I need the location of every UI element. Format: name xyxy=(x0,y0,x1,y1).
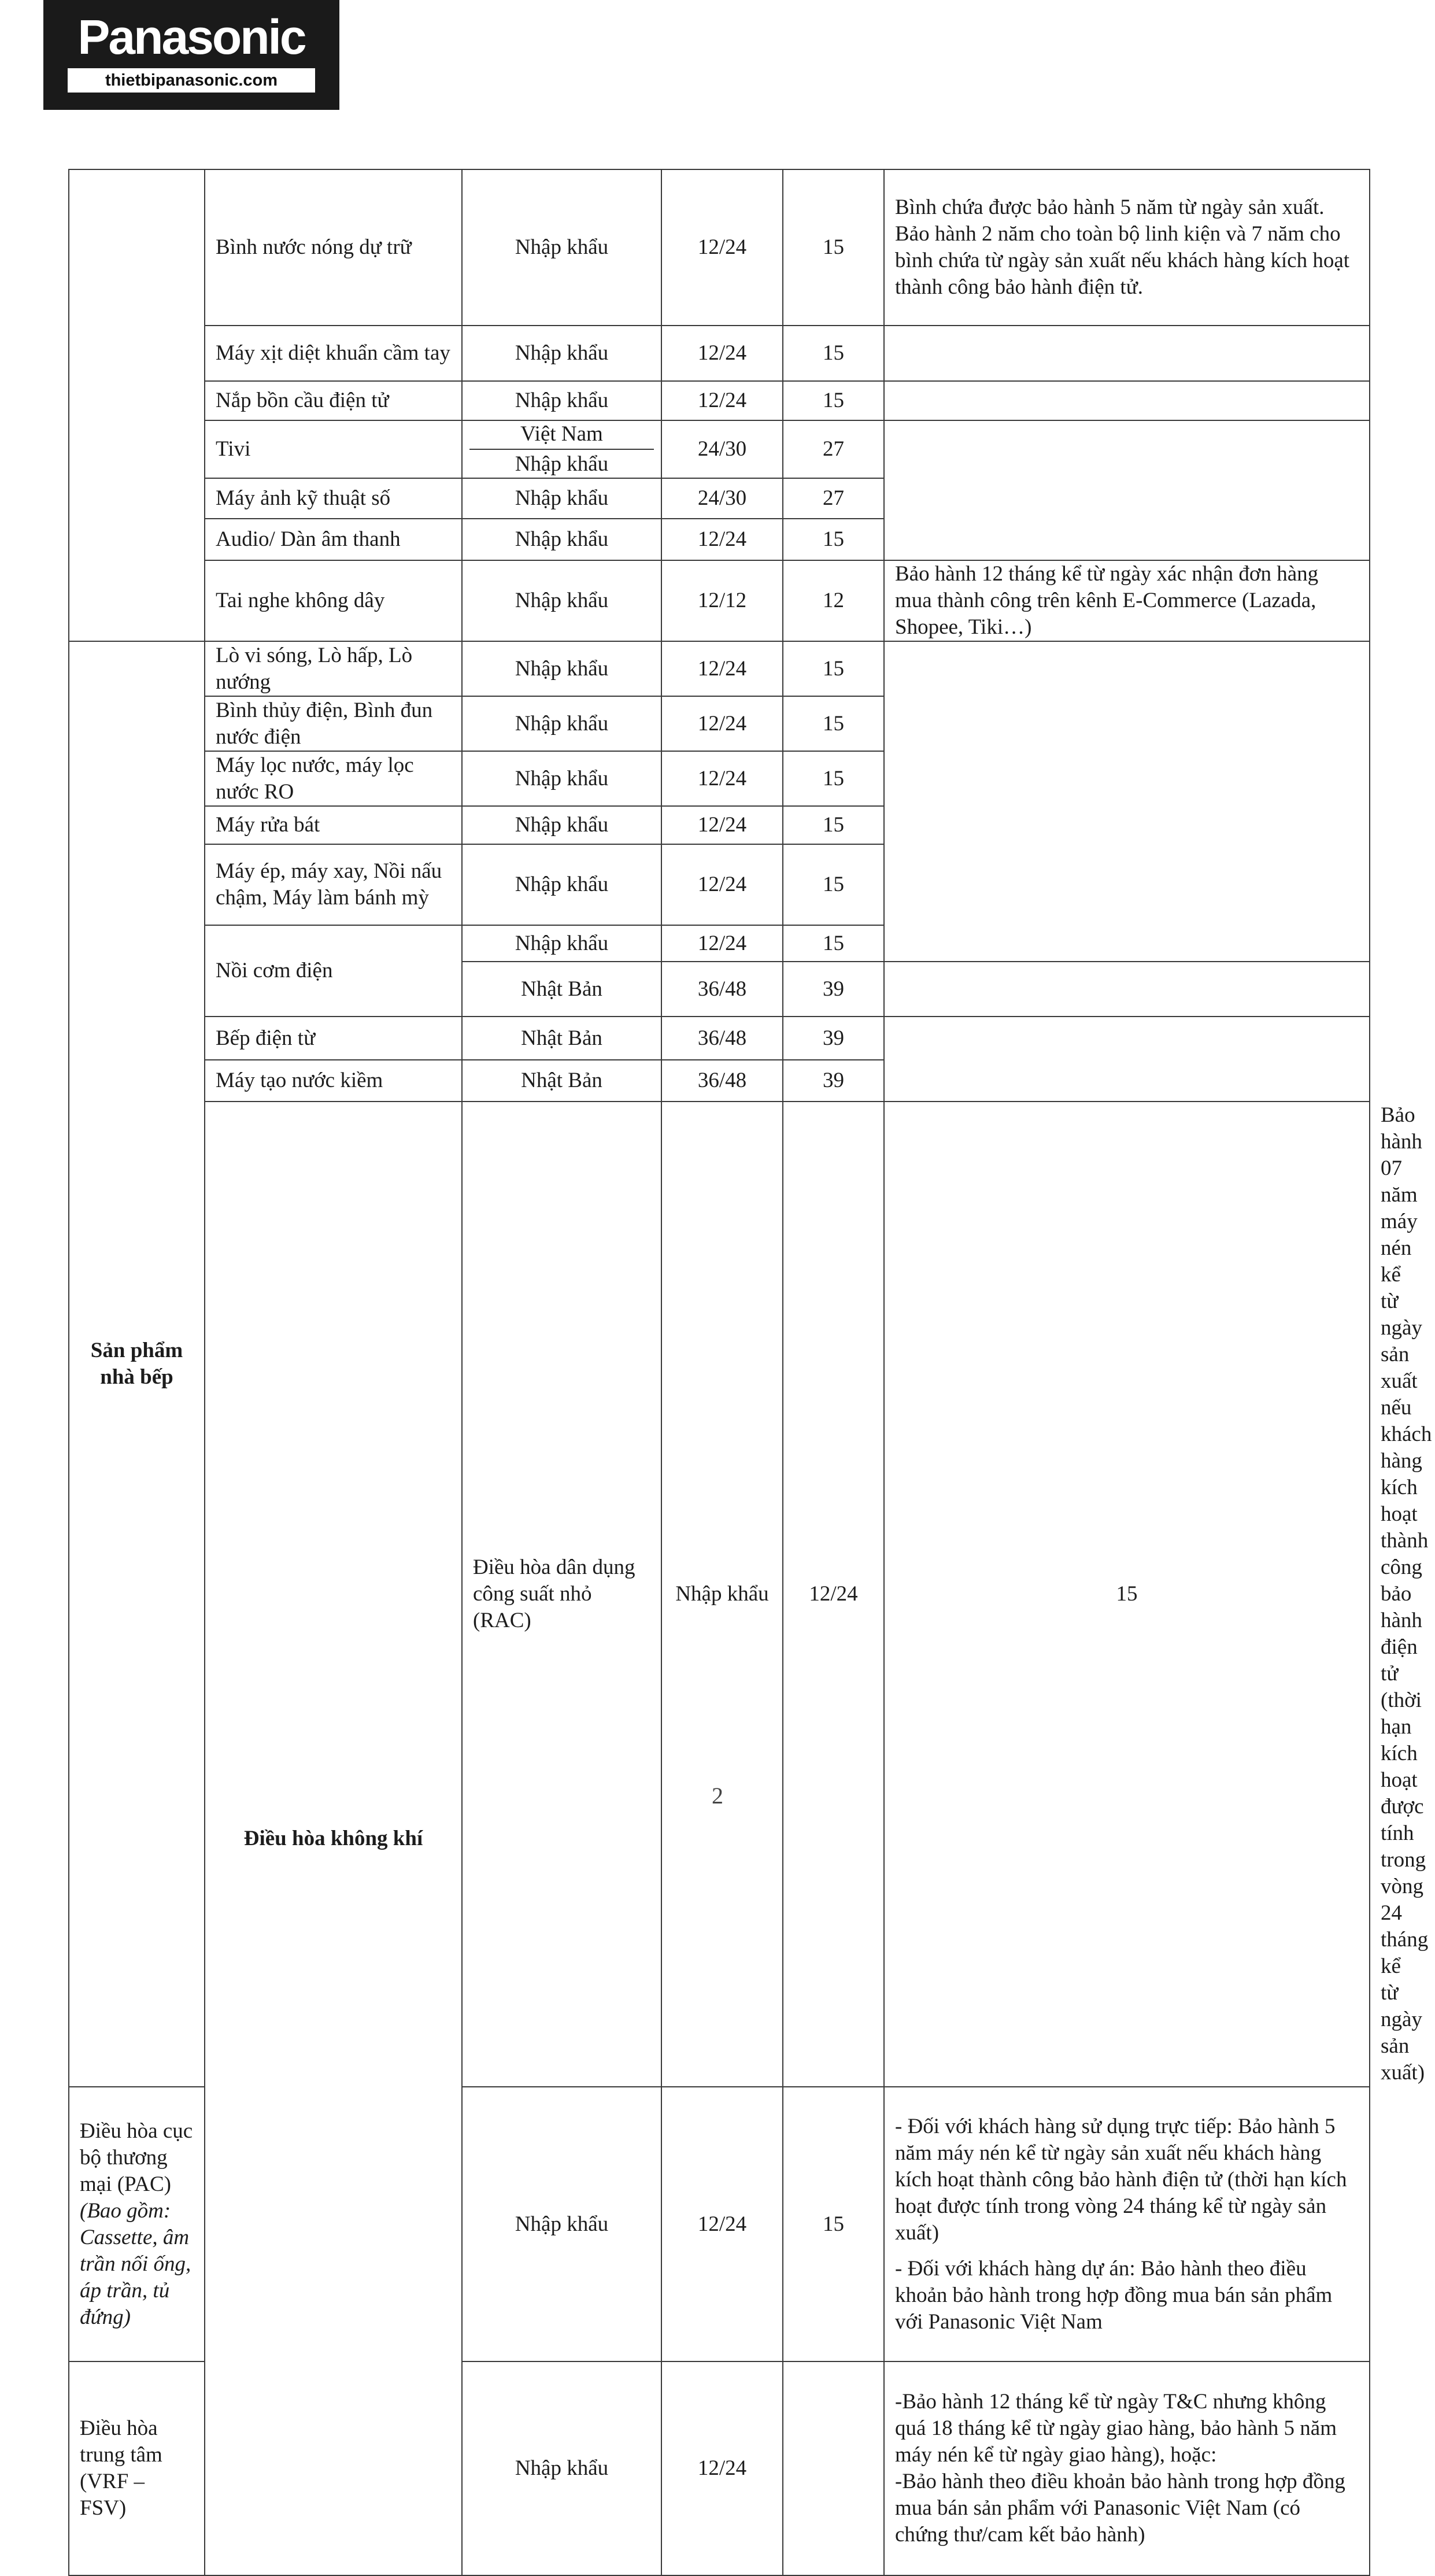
product-name-code: (RAC) xyxy=(473,1609,531,1632)
extended-months: 15 xyxy=(783,641,884,696)
origin-option: Nhập khẩu xyxy=(515,452,609,476)
panasonic-logo xyxy=(43,0,339,110)
logo-url-text: thietbipanasonic.com xyxy=(68,68,315,93)
table-row xyxy=(69,326,1370,381)
product-name-code: (VRF – FSV) xyxy=(80,2470,145,2520)
warranty-note-empty xyxy=(884,420,1370,560)
warranty-period: 12/24 xyxy=(661,751,783,806)
extended-months: 15 xyxy=(783,169,884,326)
warranty-note: Bảo hành 12 tháng kể từ ngày xác nhận đơn hàng mua thành công trên kênh E-Commerce (Lazada, Shopee, Tiki…) xyxy=(884,560,1370,641)
warranty-period: 36/48 xyxy=(661,1017,783,1060)
origin: Nhập khẩu xyxy=(462,751,661,806)
product-name xyxy=(69,2361,205,2575)
warranty-note-empty xyxy=(884,962,1370,1017)
product-name: Nồi cơm điện xyxy=(205,925,462,1017)
warranty-period: 36/48 xyxy=(661,1060,783,1102)
note-paragraph: -Bảo hành theo điều khoản bảo hành trong hợp đồng mua bán sản phẩm với Panasonic Việt Nam (có chứng thư/cam kết bảo hành) xyxy=(895,2470,1345,2547)
product-name: Máy ép, máy xay, Nồi nấu chậm, Máy làm bánh mỳ xyxy=(205,844,462,925)
product-name-note: (Bao gồm: Cassette, âm trần nối ống, áp trần, tủ đứng) xyxy=(80,2198,191,2329)
product-name: Bếp điện từ xyxy=(205,1017,462,1060)
warranty-note-empty xyxy=(884,1017,1370,1102)
warranty-period: 12/24 xyxy=(661,169,783,326)
table-row: Điều hòa không khí Điều hòa dân dụng công suất nhỏ (RAC) Nhập khẩu 12/24 15 Bảo hành 07 năm máy nén kể từ ngày sản xuất nếu khách hàng kích hoạt thành công bảo hành điện tử (thời hạn kích hoạt được tính trong vòng 24 tháng kể từ ngày sản xuất) xyxy=(69,1102,1370,2087)
origin xyxy=(462,420,661,478)
product-name: Tai nghe không dây xyxy=(205,560,462,641)
origin: Nhập khẩu xyxy=(462,2087,661,2361)
product-name-main: Điều hòa cục bộ thương mại (PAC) xyxy=(80,2119,193,2196)
extended-months: 12 xyxy=(783,560,884,641)
warranty-period: 12/24 xyxy=(661,519,783,560)
warranty-period: 12/24 xyxy=(661,2361,783,2575)
warranty-period: 12/24 xyxy=(661,925,783,962)
extended-months: 39 xyxy=(783,962,884,1017)
page-number: 2 xyxy=(712,1783,723,1809)
warranty-note-empty xyxy=(884,381,1370,420)
note-paragraph: - Đối với khách hàng dự án: Bảo hành theo điều khoản bảo hành trong hợp đồng mua bán sản phẩm với Panasonic Việt Nam xyxy=(895,2256,1333,2334)
origin: Nhập khẩu xyxy=(462,326,661,381)
table-row xyxy=(69,420,1370,478)
origin: Nhật Bản xyxy=(462,1060,661,1102)
table-row xyxy=(69,641,1370,696)
extended-months: 27 xyxy=(783,420,884,478)
warranty-period: 12/24 xyxy=(661,326,783,381)
warranty-note: Bình chứa được bảo hành 5 năm từ ngày sản xuất. Bảo hành 2 năm cho toàn bộ linh kiện và 7 năm cho bình chứa từ ngày sản xuất nếu khách hàng kích hoạt thành công bảo hành điện tử. xyxy=(884,169,1370,326)
extended-months: 15 xyxy=(783,381,884,420)
origin: Nhập khẩu xyxy=(462,641,661,696)
warranty-period: 12/24 xyxy=(783,1102,884,2087)
origin: Nhập khẩu xyxy=(462,806,661,844)
extended-months xyxy=(783,2361,884,2575)
extended-months: 39 xyxy=(783,1017,884,1060)
origin: Nhập khẩu xyxy=(661,1102,783,2087)
product-name xyxy=(462,1102,661,2087)
origin: Nhập khẩu xyxy=(462,519,661,560)
extended-months: 15 xyxy=(783,751,884,806)
product-name: Máy ảnh kỹ thuật số xyxy=(205,478,462,519)
note-paragraph: - Đối với khách hàng sử dụng trực tiếp: Bảo hành 5 năm máy nén kể từ ngày sản xuất nếu khách hàng kích hoạt thành công bảo hành điện tử (thời hạn kích hoạt được tính trong vòng 24 tháng kể từ ngày sản xuất) xyxy=(895,2114,1347,2245)
product-name: Lò vi sóng, Lò hấp, Lò nướng xyxy=(205,641,462,696)
product-name-main: Điều hòa trung tâm xyxy=(80,2416,162,2467)
origin: Nhập khẩu xyxy=(462,381,661,420)
warranty-period: 36/48 xyxy=(661,962,783,1017)
extended-months: 15 xyxy=(783,326,884,381)
product-name: Bình nước nóng dự trữ xyxy=(205,169,462,326)
product-name: Máy rửa bát xyxy=(205,806,462,844)
table-row xyxy=(69,560,1370,641)
origin: Nhập khẩu xyxy=(462,169,661,326)
warranty-note xyxy=(884,2361,1370,2575)
product-name: Nắp bồn cầu điện tử xyxy=(205,381,462,420)
extended-months: 15 xyxy=(783,519,884,560)
warranty-note-empty xyxy=(884,326,1370,381)
table-row xyxy=(69,169,1370,326)
table-row xyxy=(69,381,1370,420)
extended-months: 27 xyxy=(783,478,884,519)
extended-months: 15 xyxy=(884,1102,1370,2087)
origin: Nhập khẩu xyxy=(462,844,661,925)
warranty-period: 12/24 xyxy=(661,641,783,696)
origin-option: Việt Nam xyxy=(469,421,654,450)
table-row xyxy=(69,1017,1370,1060)
origin: Nhập khẩu xyxy=(462,925,661,962)
extended-months: 15 xyxy=(783,844,884,925)
product-name: Tivi xyxy=(205,420,462,478)
product-name: Audio/ Dàn âm thanh xyxy=(205,519,462,560)
warranty-note-empty xyxy=(884,641,1370,962)
origin: Nhật Bản xyxy=(462,1017,661,1060)
warranty-period: 12/24 xyxy=(661,844,783,925)
product-name xyxy=(69,2087,205,2361)
warranty-period: 12/24 xyxy=(661,696,783,751)
extended-months: 39 xyxy=(783,1060,884,1102)
extended-months: 15 xyxy=(783,806,884,844)
origin: Nhập khẩu xyxy=(462,2361,661,2575)
warranty-period: 12/24 xyxy=(661,2087,783,2361)
warranty-period: 24/30 xyxy=(661,420,783,478)
extended-months: 15 xyxy=(783,696,884,751)
product-name-main: Điều hòa dân dụng công suất nhỏ xyxy=(473,1555,635,1606)
origin: Nhập khẩu xyxy=(462,478,661,519)
product-name: Máy xịt diệt khuẩn cầm tay xyxy=(205,326,462,381)
origin: Nhập khẩu xyxy=(462,696,661,751)
warranty-period: 12/12 xyxy=(661,560,783,641)
category-kitchen: Sản phẩm nhà bếp xyxy=(69,641,205,2087)
product-name: Bình thủy điện, Bình đun nước điện xyxy=(205,696,462,751)
category-aircon: Điều hòa không khí xyxy=(205,1102,462,2575)
note-paragraph: -Bảo hành 12 tháng kể từ ngày T&C nhưng không quá 18 tháng kể từ ngày giao hàng, bảo hành 5 năm máy nén kể từ ngày giao hàng), hoặc: xyxy=(895,2390,1337,2467)
logo-brand-text: Panasonic xyxy=(77,10,305,64)
warranty-period: 24/30 xyxy=(661,478,783,519)
warranty-note xyxy=(884,2087,1370,2361)
warranty-period: 12/24 xyxy=(661,806,783,844)
origin: Nhật Bản xyxy=(462,962,661,1017)
warranty-period: 12/24 xyxy=(661,381,783,420)
product-name: Máy lọc nước, máy lọc nước RO xyxy=(205,751,462,806)
warranty-table xyxy=(68,169,1432,2576)
extended-months: 15 xyxy=(783,2087,884,2361)
origin: Nhập khẩu xyxy=(462,560,661,641)
extended-months: 15 xyxy=(783,925,884,962)
category-cell-empty xyxy=(69,169,205,641)
product-name: Máy tạo nước kiềm xyxy=(205,1060,462,1102)
